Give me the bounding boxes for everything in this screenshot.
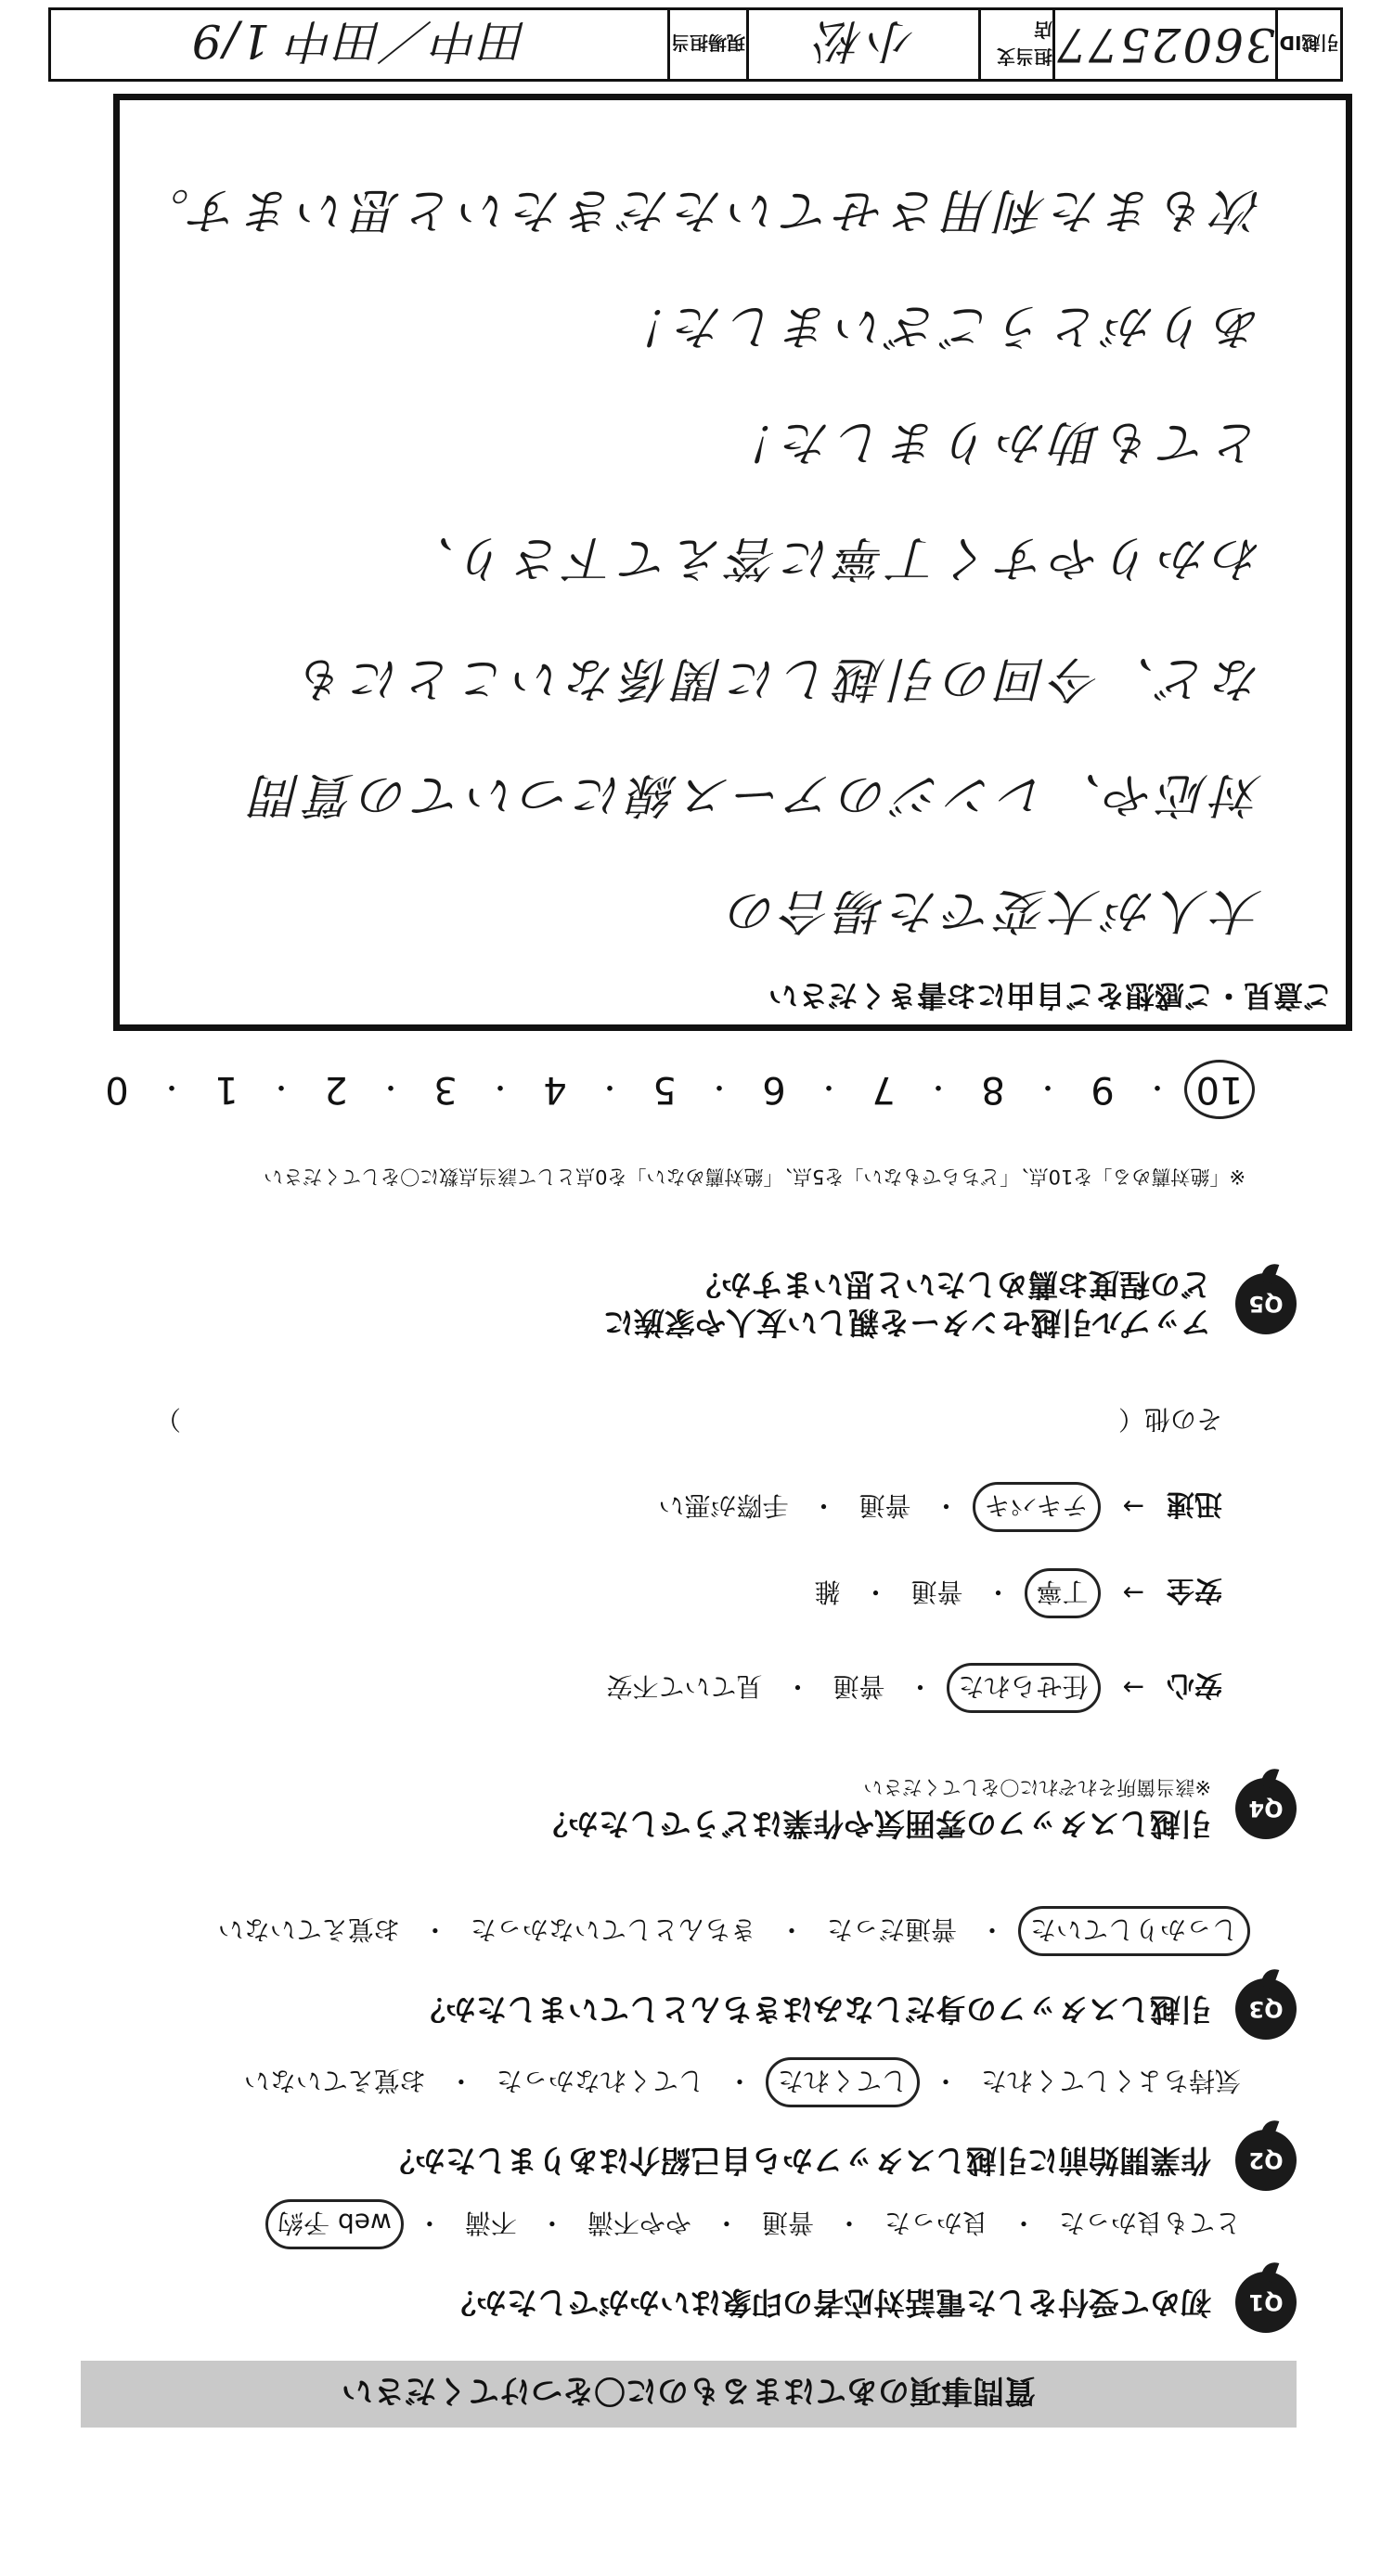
q4-option-selected[interactable]: テキパキ bbox=[973, 1482, 1101, 1532]
scale-option[interactable]: 1 bbox=[214, 1068, 239, 1111]
q4-other-close: ） bbox=[155, 1404, 182, 1435]
q2-option-selected[interactable]: してくれた bbox=[766, 2057, 920, 2107]
q4-row bbox=[537, 1775, 1297, 1844]
q2-question: 作業開始前に引越しスタッフから自己紹介はありましたか？ bbox=[384, 2142, 1211, 2179]
q5-row bbox=[603, 1266, 1297, 1343]
q4-other bbox=[155, 1402, 1222, 1439]
q3-options: しっかりしていた ・ 普通だった ・ きちんとしていなかった ・ お覚えていない bbox=[209, 1906, 1250, 1956]
q3-badge-icon: Q3 bbox=[1235, 1978, 1297, 2040]
q4-option[interactable]: 普通 bbox=[833, 1671, 885, 1702]
q1-option[interactable]: やや不満 bbox=[587, 2208, 691, 2238]
instructions-text: 質問事項のあてはまるものに〇をつけてください bbox=[342, 2372, 1036, 2410]
q4-question-text: 引越しスタッフの雰囲気や作業はどうでしたか？ bbox=[537, 1806, 1211, 1842]
q1-option[interactable]: とても良かった bbox=[1058, 2208, 1241, 2238]
q4-option[interactable]: 見ていて不安 bbox=[606, 1671, 763, 1702]
q2-option[interactable]: お覚えていない bbox=[243, 2066, 426, 2096]
comment-line: ありがとうございました！ bbox=[615, 298, 1262, 354]
arrow-icon: → bbox=[1122, 1672, 1144, 1704]
q5-question bbox=[603, 1266, 1211, 1343]
q4-option[interactable]: 普通 bbox=[858, 1490, 911, 1521]
leader-label-cell: 現場担当 bbox=[667, 10, 746, 79]
q2-badge-icon: Q2 bbox=[1235, 2130, 1297, 2191]
scale-option[interactable]: 5 bbox=[652, 1068, 677, 1111]
q5-note: ※「絶対薦める」を10点、「どちらでもない」を5点、「絶対薦めない」を0点として該当点数に〇をしてください bbox=[264, 1166, 1246, 1188]
q1-options: とても良かった ・ 良かった ・ 普通 ・ やや不満 ・ 不満 ・ web 予約 bbox=[265, 2199, 1250, 2249]
instructions-banner bbox=[81, 2361, 1297, 2428]
q4-row-anshin: 安心 → 任せられた ・ 普通 ・ 見ていて不安 bbox=[597, 1663, 1222, 1713]
q4-option[interactable]: 雑 bbox=[814, 1577, 841, 1607]
branch-label-cell: 担当支店 bbox=[978, 10, 1052, 79]
comment-line: 大人が大変でた場合の bbox=[723, 882, 1262, 938]
comment-label: ご意見・ご感想をご自由にお書きください bbox=[768, 978, 1333, 1013]
q2-row bbox=[384, 2130, 1297, 2191]
scale-option[interactable]: 8 bbox=[981, 1068, 1005, 1111]
scale-option[interactable]: 0 bbox=[105, 1068, 129, 1111]
q4-note: ※該当箇所それぞれに〇をしてください bbox=[863, 1775, 1211, 1798]
comment-line: 対応や、レンジのアース線についての質問 bbox=[247, 766, 1262, 822]
q5-badge-icon: Q5 bbox=[1235, 1273, 1297, 1334]
scale-option[interactable]: 4 bbox=[543, 1068, 567, 1111]
q3-question: 引越しスタッフの身だしなみはきちんとしていましたか？ bbox=[415, 1990, 1211, 2028]
q3-option[interactable]: 普通だった bbox=[826, 1914, 957, 1945]
comment-line: など、今回の引越しに関係ないことにも bbox=[292, 650, 1262, 706]
q4-badge-icon: Q4 bbox=[1235, 1778, 1297, 1839]
q3-option[interactable]: お覚えていない bbox=[217, 1914, 400, 1945]
q1-question: 初めて受付をした電話対応者の印象はいかがでしたか？ bbox=[445, 2284, 1211, 2321]
scale-option[interactable]: 3 bbox=[433, 1068, 458, 1111]
comment-line: とても助かりました！ bbox=[723, 414, 1262, 470]
q4-option-selected[interactable]: 任せられた bbox=[947, 1663, 1101, 1713]
q1-option[interactable]: 普通 bbox=[761, 2208, 814, 2238]
comment-line: わかりやすく丁寧に答えて下さり、 bbox=[400, 530, 1262, 586]
q4-row-label: 安心 bbox=[1167, 1668, 1222, 1701]
q4-row-label: 迅速 bbox=[1167, 1488, 1222, 1520]
q5-scale: 10 ・ 9 ・ 8 ・ 7 ・ 6 ・ 5 ・ 4 ・ 3 ・ 2 ・ 1 ・ 0 bbox=[89, 1060, 1255, 1119]
q1-option[interactable]: 不満 bbox=[464, 2208, 517, 2238]
scale-option[interactable]: 2 bbox=[324, 1068, 348, 1111]
id-label-cell: 引越ID bbox=[1275, 10, 1340, 79]
q2-option[interactable]: 気持ちよくしてくれた bbox=[980, 2066, 1241, 2096]
q2-option[interactable]: してくれなかった bbox=[496, 2066, 704, 2096]
q1-row bbox=[445, 2272, 1297, 2333]
scale-option[interactable]: 6 bbox=[762, 1068, 786, 1111]
comment-box[interactable] bbox=[113, 94, 1352, 1031]
q4-row-jinsoku: 迅速 → テキパキ ・ 普通 ・ 手際が悪い bbox=[649, 1482, 1222, 1532]
q5-question-line: どの程度お薦めしたいと思いますか？ bbox=[691, 1266, 1211, 1303]
scale-option-selected[interactable]: 10 bbox=[1184, 1060, 1255, 1119]
scale-option[interactable]: 7 bbox=[871, 1068, 896, 1111]
branch-value-cell: 小松 bbox=[746, 10, 978, 79]
arrow-icon: → bbox=[1122, 1491, 1144, 1523]
q4-other-label: その他（ bbox=[1117, 1404, 1222, 1435]
q4-option-selected[interactable]: 丁寧 bbox=[1025, 1568, 1101, 1618]
q4-question bbox=[537, 1775, 1211, 1844]
q1-option[interactable]: 良かった bbox=[884, 2208, 988, 2238]
q4-row-anzen: 安全 → 丁寧 ・ 普通 ・ 雑 bbox=[805, 1568, 1222, 1618]
comment-line: 次もまた利用させていただきたいと思います。 bbox=[136, 182, 1262, 238]
q2-options: 気持ちよくしてくれた ・ してくれた ・ してくれなかった ・ お覚えていない bbox=[235, 2057, 1250, 2107]
leader-value-cell: 田中／田中 1/9 bbox=[189, 14, 529, 68]
q4-option[interactable]: 手際が悪い bbox=[658, 1490, 789, 1521]
scale-option[interactable]: 9 bbox=[1091, 1068, 1115, 1111]
q5-question-line: アップル引越センターを親しい友人や家族に bbox=[602, 1305, 1211, 1341]
q4-option[interactable]: 普通 bbox=[910, 1577, 963, 1607]
q4-row-label: 安全 bbox=[1167, 1574, 1222, 1606]
arrow-icon: → bbox=[1122, 1578, 1144, 1609]
id-value-cell: 3602577 bbox=[1052, 10, 1275, 79]
q3-option-selected[interactable]: しっかりしていた bbox=[1018, 1906, 1250, 1956]
q3-row bbox=[415, 1978, 1297, 2040]
q3-option[interactable]: きちんとしていなかった bbox=[470, 1914, 756, 1945]
id-row bbox=[48, 7, 1343, 82]
q1-option-selected[interactable]: web 予約 bbox=[265, 2199, 404, 2249]
q1-badge-icon: Q1 bbox=[1235, 2272, 1297, 2333]
